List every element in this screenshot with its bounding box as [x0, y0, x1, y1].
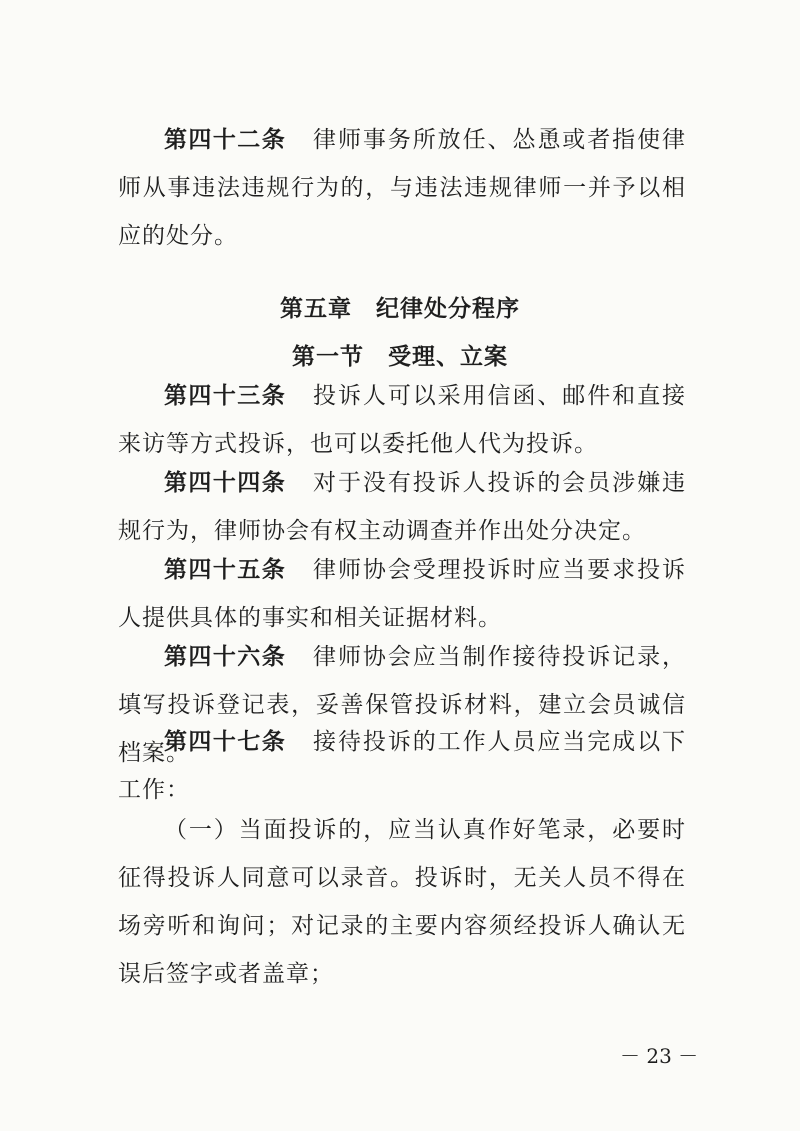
list-item-1: （一）当面投诉的，应当认真作好笔录，必要时征得投诉人同意可以录音。投诉时，无关人员不得在场旁听和询问；对记录的主要内容须经投诉人确认无误后签字或者盖章；: [118, 817, 686, 987]
article-42: [118, 116, 686, 260]
article-47: [118, 718, 686, 814]
page-number: － 23 －: [620, 1044, 699, 1068]
article-44: [118, 459, 686, 555]
chapter-title: 第五章 纪律处分程序: [280, 296, 520, 322]
article-number: 第四十七条: [164, 729, 287, 755]
article-text: 律师协会受理投诉时应当要求投诉人提供具体的事实和相关证据材料。: [118, 557, 687, 631]
article-number: 第四十六条: [164, 644, 287, 670]
article-number: 第四十四条: [164, 470, 287, 496]
article-45: [118, 546, 686, 642]
article-43: [118, 372, 686, 468]
article-text: 投诉人可以采用信函、邮件和直接来访等方式投诉，也可以委托他人代为投诉。: [118, 383, 687, 457]
article-text: 接待投诉的工作人员应当完成以下工作：: [118, 729, 687, 803]
article-text: 律师事务所放任、怂恿或者指使律师从事违法违规行为的，与违法违规律师一并予以相应的处分。: [118, 127, 687, 249]
section-title: 第一节 受理、立案: [292, 344, 508, 370]
article-text: 对于没有投诉人投诉的会员涉嫌违规行为，律师协会有权主动调查并作出处分决定。: [118, 470, 687, 544]
article-number: 第四十五条: [164, 557, 287, 583]
article-number: 第四十三条: [164, 383, 287, 409]
article-number: 第四十二条: [164, 127, 287, 153]
article-text: 律师协会应当制作接待投诉记录，填写投诉登记表，妥善保管投诉材料，建立会员诚信档案。: [118, 644, 687, 766]
